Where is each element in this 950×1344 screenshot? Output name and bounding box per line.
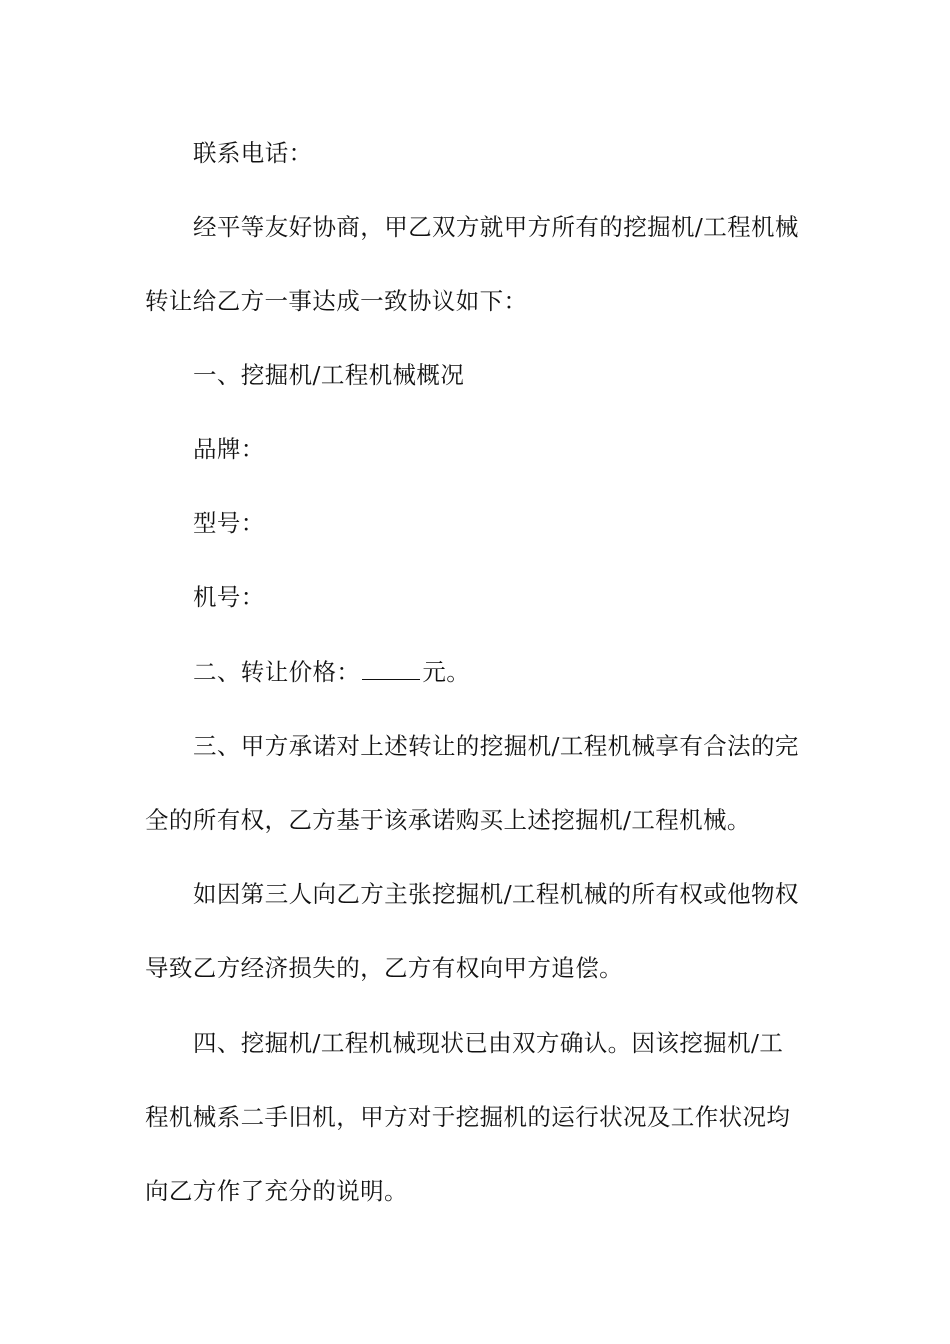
section-2-price-line [193,656,863,688]
intro-paragraph-line-2: 转让给乙方一事达成一致协议如下： [145,287,528,315]
section-3-line-1: 三、甲方承诺对上述转让的挖掘机/工程机械享有合法的完 [193,732,799,760]
model-label: 型号： [193,509,265,537]
section-4-line-1: 四、挖掘机/工程机械现状已由双方确认。因该挖掘机/工 [193,1029,784,1057]
contact-phone-label: 联系电话： [193,139,313,167]
section-4-line-3: 向乙方作了充分的说明。 [145,1177,408,1205]
section-1-title: 一、挖掘机/工程机械概况 [193,361,465,389]
machine-number-label: 机号： [193,583,265,611]
section-3-line-2: 全的所有权，乙方基于该承诺购买上述挖掘机/工程机械。 [145,806,751,834]
section-3b-line-2: 导致乙方经济损失的，乙方有权向甲方追偿。 [145,954,623,982]
section-2-prefix: 二、转让价格： [193,658,361,686]
section-3b-line-1: 如因第三人向乙方主张挖掘机/工程机械的所有权或他物权 [193,880,799,908]
intro-paragraph-line-1: 经平等友好协商，甲乙双方就甲方所有的挖掘机/工程机械 [193,213,799,241]
brand-label: 品牌： [193,435,265,463]
price-blank-field [362,659,420,680]
section-2-suffix: 元。 [422,658,471,686]
section-4-line-2: 程机械系二手旧机，甲方对于挖掘机的运行状况及工作状况均 [145,1103,791,1131]
